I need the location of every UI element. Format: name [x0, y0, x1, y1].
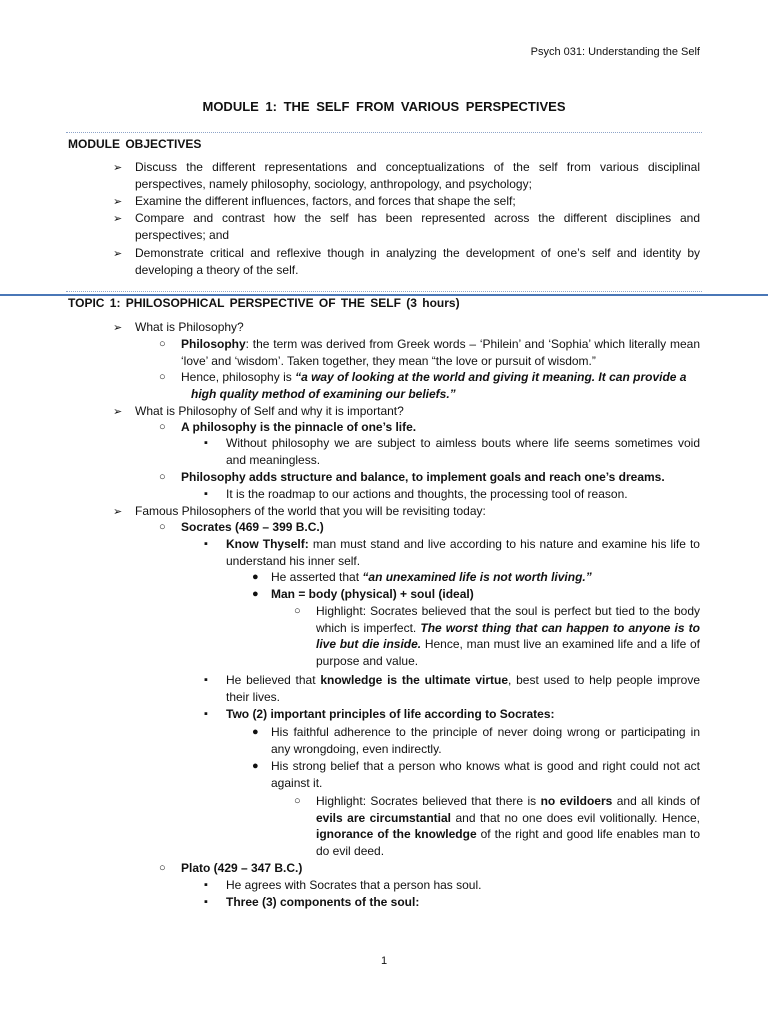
question-self: What is Philosophy of Self and why it is important? — [135, 404, 404, 418]
arrow-bullet-icon: ➢ — [113, 506, 123, 518]
square-bullet-icon: ▪ — [204, 708, 208, 720]
topic-heading: TOPIC 1: PHILOSOPHICAL PERSPECTIVE OF THE SELF (3 hours) — [68, 296, 460, 310]
plato-soul: He agrees with Socrates that a person has soul. — [226, 878, 482, 892]
arrow-bullet-icon: ➢ — [113, 162, 123, 174]
soul-components: Three (3) components of the soul: — [226, 895, 420, 909]
question-philosophy: What is Philosophy? — [135, 320, 244, 334]
objective-item: Compare and contrast how the self has been represented across the different disciplines and perspectives; and — [135, 211, 700, 242]
know-thyself: Know Thyself: man must stand and live according to his nature and examine his life to understand his inner self. — [226, 537, 700, 568]
famous-philosophers: Famous Philosophers of the world that you will be revisiting today: — [135, 504, 486, 518]
knowledge-virtue: He believed that knowledge is the ultimate virtue, best used to help people improve their lives. — [226, 673, 701, 704]
divider — [66, 132, 702, 133]
structure-point: Philosophy adds structure and balance, to implement goals and reach one’s dreams. — [181, 470, 665, 484]
pinnacle-point: A philosophy is the pinnacle of one’s life. — [181, 420, 417, 434]
circle-bullet-icon: ○ — [159, 338, 166, 350]
soul-highlight: Highlight: Socrates believed that the soul is perfect but tied to the body which is imperfect. The worst thing that can happen to anyone is to live but die inside. Hence, man must live an examined life and a life of purpose and value. — [316, 604, 701, 668]
running-header: Psych 031: Understanding the Self — [530, 46, 700, 58]
dot-bullet-icon: ● — [252, 588, 259, 600]
module-title: MODULE 1: THE SELF FROM VARIOUS PERSPECTIVES — [202, 99, 566, 114]
objective-item: Discuss the different representations and conceptualizations of the self from various disciplinal perspectives, namely philosophy, sociology, anthropology, and psychology; — [135, 160, 700, 191]
dot-bullet-icon: ● — [252, 571, 259, 583]
plato-heading: Plato (429 – 347 B.C.) — [181, 861, 303, 875]
dot-bullet-icon: ● — [252, 760, 259, 772]
square-bullet-icon: ▪ — [204, 896, 208, 908]
philosophy-definition: Philosophy: the term was derived from Greek words – ‘Philein’ and ‘Sophia’ which literally mean ‘love’ and ‘wisdom’. Taken together, they mean “the love or pursuit of wisdom.” — [181, 337, 700, 368]
two-principles: Two (2) important principles of life according to Socrates: — [226, 707, 555, 721]
circle-bullet-icon: ○ — [159, 371, 166, 383]
circle-bullet-icon: ○ — [159, 521, 166, 533]
circle-bullet-icon: ○ — [159, 862, 166, 874]
arrow-bullet-icon: ➢ — [113, 406, 123, 418]
square-bullet-icon: ▪ — [204, 879, 208, 891]
pinnacle-detail: Without philosophy we are subject to aimless bouts where life seems sometimes void and meaningless. — [226, 436, 700, 467]
objective-item: Demonstrate critical and reflexive though in analyzing the development of one’s self and identity by developing a theory of the self. — [135, 246, 700, 277]
evildoers-highlight: Highlight: Socrates believed that there is no evildoers and all kinds of evils are circumstantial and that no one does evil volitionally. Hence, ignorance of the knowledge of the right and good life enables man to do evil deed. — [316, 794, 701, 858]
divider — [66, 291, 702, 292]
objective-item: Examine the different influences, factors, and forces that shape the self; — [135, 194, 516, 208]
objectives-heading: MODULE OBJECTIVES — [68, 137, 202, 151]
arrow-bullet-icon: ➢ — [113, 213, 123, 225]
square-bullet-icon: ▪ — [204, 538, 208, 550]
principle-two: His strong belief that a person who knows what is good and right could not act against it. — [271, 759, 700, 790]
philosophy-hence: Hence, philosophy is “a way of looking at the world and giving it meaning. It can provide a high quality method of examining our beliefs.” — [181, 370, 687, 401]
unexamined-life: He asserted that “an unexamined life is not worth living.” — [271, 570, 592, 584]
square-bullet-icon: ▪ — [204, 488, 208, 500]
principle-one: His faithful adherence to the principle of never doing wrong or participating in any wrongdoing, even indirectly. — [271, 725, 700, 756]
circle-bullet-icon: ○ — [159, 421, 166, 433]
structure-detail: It is the roadmap to our actions and thoughts, the processing tool of reason. — [226, 487, 628, 501]
arrow-bullet-icon: ➢ — [113, 196, 123, 208]
circle-bullet-icon: ○ — [294, 795, 301, 807]
socrates-heading: Socrates (469 – 399 B.C.) — [181, 520, 324, 534]
square-bullet-icon: ▪ — [204, 437, 208, 449]
arrow-bullet-icon: ➢ — [113, 322, 123, 334]
man-equation: Man = body (physical) + soul (ideal) — [271, 587, 474, 601]
square-bullet-icon: ▪ — [204, 674, 208, 686]
circle-bullet-icon: ○ — [294, 605, 301, 617]
circle-bullet-icon: ○ — [159, 471, 166, 483]
page-number: 1 — [380, 955, 388, 967]
dot-bullet-icon: ● — [252, 726, 259, 738]
arrow-bullet-icon: ➢ — [113, 248, 123, 260]
